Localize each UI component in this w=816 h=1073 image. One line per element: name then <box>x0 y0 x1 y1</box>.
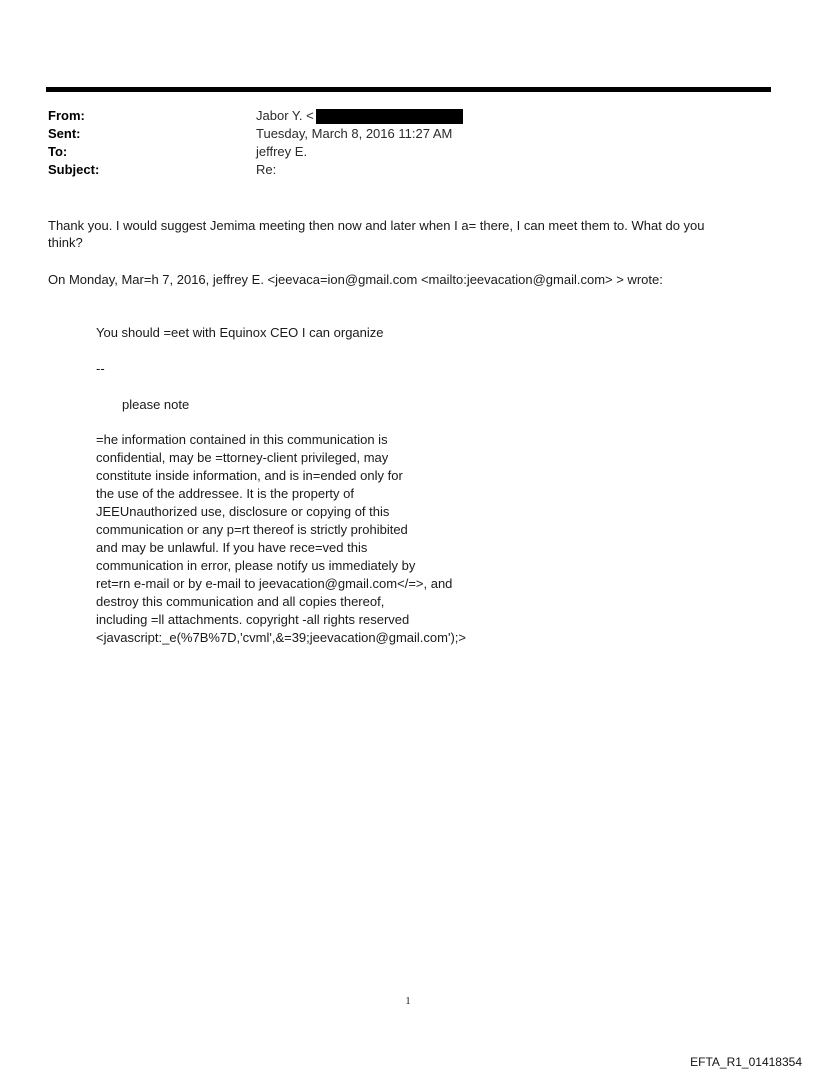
disclaimer-line: =he information contained in this communication is <box>96 432 388 447</box>
reply-paragraph <box>48 217 768 251</box>
sent-value: Tuesday, March 8, 2016 11:27 AM <box>256 126 453 141</box>
disclaimer-line: and may be unlawful. If you have rece=ved this <box>96 540 368 555</box>
to-row <box>48 143 748 161</box>
from-name: Jabor Y. < <box>256 108 314 123</box>
document-id: EFTA_R1_01418354 <box>690 1055 802 1069</box>
header-rule <box>46 87 771 92</box>
subject-label: Subject: <box>48 162 100 177</box>
subject-value: Re: <box>256 162 277 177</box>
disclaimer-line: destroy this communication and all copies thereof, <box>96 594 385 609</box>
disclaimer <box>96 431 656 647</box>
from-row <box>48 107 748 125</box>
sent-row <box>48 125 748 143</box>
disclaimer-line: constitute inside information, and is in=ended only for <box>96 468 403 483</box>
quoted-message: You should =eet with Equinox CEO I can organize <box>96 325 384 340</box>
disclaimer-line: ret=rn e-mail or by e-mail to jeevacation@gmail.com</=>, and <box>96 576 453 591</box>
from-value <box>256 107 463 125</box>
page-number: 1 <box>405 995 411 1007</box>
disclaimer-line: communication or any p=rt thereof is strictly prohibited <box>96 522 408 537</box>
disclaimer-line: JEEUnauthorized use, disclosure or copying of this <box>96 504 390 519</box>
disclaimer-line: confidential, may be =ttorney-client privileged, may <box>96 450 389 465</box>
signature-separator: -- <box>96 361 105 376</box>
sent-label: Sent: <box>48 126 81 141</box>
disclaimer-line: communication in error, please notify us immediately by <box>96 558 416 573</box>
to-value: jeffrey E. <box>256 144 308 159</box>
redaction-box <box>316 109 463 124</box>
disclaimer-line: including =ll attachments. copyright -all rights reserved <box>96 612 410 627</box>
please-note: please note <box>122 397 190 412</box>
subject-row <box>48 161 748 179</box>
reply-line: think? <box>48 235 83 250</box>
quote-intro: On Monday, Mar=h 7, 2016, jeffrey E. <jeevaca=ion@gmail.com <mailto:jeevacation@gmail.com> > wrote: <box>48 272 663 287</box>
disclaimer-line: the use of the addressee. It is the property of <box>96 486 354 501</box>
email-header <box>48 107 748 179</box>
reply-line: Thank you. I would suggest Jemima meeting then now and later when I a= there, I can meet them to. What do you <box>48 218 705 233</box>
to-label: To: <box>48 144 68 159</box>
disclaimer-line: <javascript:_e(%7B%7D,'cvml',&=39;jeevacation@gmail.com');> <box>96 630 466 645</box>
from-label: From: <box>48 108 85 123</box>
